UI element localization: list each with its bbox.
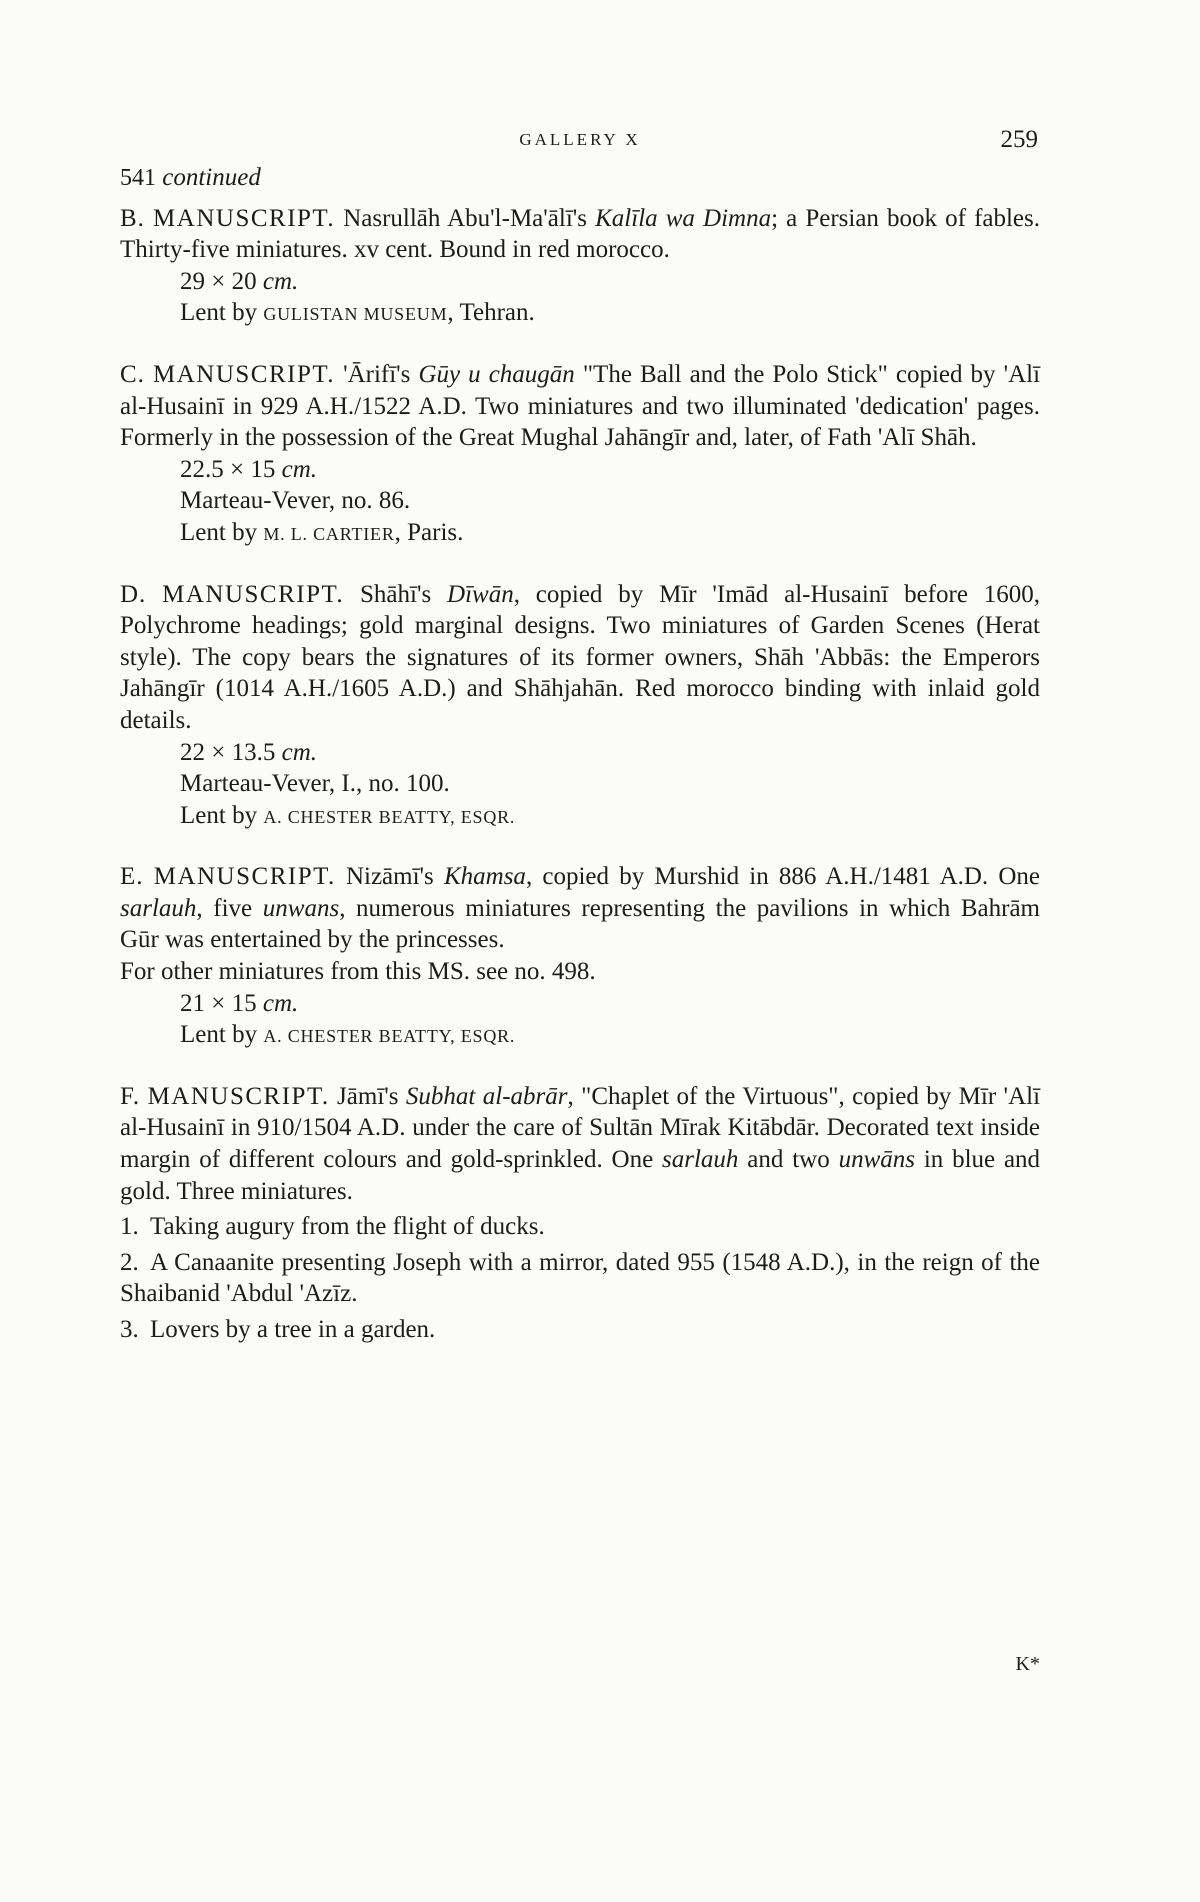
entry-d-dimensions: 22 × 13.5 cm. xyxy=(180,738,318,766)
entry-d-description xyxy=(120,579,1040,737)
entry-text: "The Ball and the Polo Stick" copied by 'Alī al-Husainī in 929 A.H./1522 A.D. Two miniatures and two illuminated 'dedication' pages. Formerly in the possession of the Great Mughal Jahāngīr and, later, of Fath 'Alī Shāh. xyxy=(120,360,1041,452)
list-item xyxy=(120,1211,1040,1243)
entry-text: Shāhī's xyxy=(360,580,432,608)
lender-name: M. L. CARTIER xyxy=(263,523,395,544)
page-body xyxy=(120,162,1040,1346)
entry-text: , copied by Mīr 'Imād al-Husainī before 1600, Polychrome headings; gold marginal designs. Two miniatures of Garden Scenes (Herat style). The copy bears the signatures of its former owners, Shāh 'Abbās: the Emperors Jahāngīr (1014 A.H./1605 A.D.) and Shāhjahān. Red morocco binding with inlaid gold details. xyxy=(120,580,1040,734)
signature-mark: K* xyxy=(1015,1653,1040,1675)
entry-text: , "Chaplet of the Virtuous", copied by Mīr 'Alī al-Husainī in 910/1504 A.D. under the care of Sultān Mīrak Kitābdār. Decorated text inside margin of different colours and gold-sprinkled. One xyxy=(120,1082,1041,1174)
entry-text: Jāmī's xyxy=(337,1082,399,1110)
entry-e-lender: Lent by A. CHESTER BEATTY, ESQR. xyxy=(180,1021,516,1049)
entry-letter: F. xyxy=(120,1082,141,1110)
entry-label: MANUSCRIPT. xyxy=(147,1082,330,1110)
entry-e xyxy=(120,861,1040,1053)
entry-term: unwāns xyxy=(838,1146,915,1174)
entry-term: sarlauh xyxy=(662,1146,739,1174)
entry-letter: B. xyxy=(120,204,145,232)
entry-number: 541 xyxy=(120,165,156,191)
entry-b xyxy=(120,203,1040,331)
entry-term: sarlauh xyxy=(120,894,197,922)
entry-e-description: E. MANUSCRIPT. Nizāmī's Khamsa, copied by Murshid in 886 A.H./1481 A.D. One sarlauh, five unwans, numerous miniatures representing the pavilions in which Bahrām Gūr was entertained by the princesses. xyxy=(120,863,1041,954)
entry-title: Khamsa xyxy=(443,863,526,891)
entry-b-dimensions: 29 × 20 cm. xyxy=(180,267,299,295)
entry-text: Nizāmī's xyxy=(345,863,434,891)
list-item xyxy=(120,1314,1040,1346)
entry-c xyxy=(120,359,1040,551)
page-number: 259 xyxy=(1000,126,1038,153)
entry-term: unwans xyxy=(262,894,340,922)
list-item-text: Lovers by a tree in a garden. xyxy=(150,1316,436,1343)
lender-name: A. CHESTER BEATTY, ESQR. xyxy=(263,806,516,827)
list-item-number: 1. xyxy=(120,1213,139,1241)
entry-f-description: F. MANUSCRIPT. Jāmī's Subhat al-abrār, "Chaplet of the Virtuous", copied by Mīr 'Alī al-Husainī in 910/1504 A.D. under the care of Sultān Mīrak Kitābdār. Decorated text inside margin of different colours and gold-sprinkled. One sarlauh and two unwāns in blue and gold. Three miniatures. xyxy=(120,1082,1041,1205)
list-item-number: 2. xyxy=(120,1248,139,1276)
running-head xyxy=(120,126,1040,156)
lender-name: A. CHESTER BEATTY, ESQR. xyxy=(263,1026,516,1047)
list-item xyxy=(120,1247,1040,1310)
entry-c-dimensions: 22.5 × 15 cm. xyxy=(180,455,318,483)
entry-text: Nasrullāh Abu'l-Ma'ālī's xyxy=(343,204,588,232)
list-item-text: A Canaanite presenting Joseph with a mirror, dated 955 (1548 A.D.), in the reign of the Shaibanid 'Abdul 'Azīz. xyxy=(120,1248,1040,1308)
entry-e-dimensions: 21 × 15 cm. xyxy=(180,989,299,1017)
entry-d-lender: Lent by A. CHESTER BEATTY, ESQR. xyxy=(180,801,516,829)
continued-heading xyxy=(120,162,1040,195)
entry-f xyxy=(120,1081,1040,1346)
entry-label: MANUSCRIPT. xyxy=(153,204,336,232)
entry-title: Kalīla wa Dimna xyxy=(595,204,772,232)
entry-c-lender: Lent by M. L. CARTIER, Paris. xyxy=(180,518,464,546)
entry-b-lender: Lent by GULISTAN MUSEUM, Tehran. xyxy=(180,299,535,327)
lender-name: GULISTAN MUSEUM xyxy=(263,304,448,325)
list-item-text: Taking augury from the flight of ducks. xyxy=(150,1213,545,1241)
entry-text: 'Ārifī's xyxy=(343,360,411,388)
entry-c-description xyxy=(120,359,1040,454)
entry-text: , copied by Murshid in 886 A.H./1481 A.D. One xyxy=(525,863,1041,891)
entry-letter: D. xyxy=(120,580,147,608)
entry-c-reference: Marteau-Vever, no. 86. xyxy=(180,487,411,515)
entry-label: MANUSCRIPT. xyxy=(153,863,336,891)
entry-label: MANUSCRIPT. xyxy=(152,360,336,388)
entry-title: Dīwān xyxy=(447,580,514,608)
entry-d xyxy=(120,579,1040,834)
entry-e-note: For other miniatures from this MS. see no. 498. xyxy=(120,958,596,986)
entry-letter: E. xyxy=(120,863,144,891)
running-title: GALLERY X xyxy=(519,130,641,149)
entry-title: Gūy u chaugān xyxy=(418,360,575,388)
entry-letter: C. xyxy=(120,360,145,388)
continued-label: continued xyxy=(162,164,261,191)
entry-text: ; a Persian book of fables. Thirty-five miniatures. xv cent. Bound in red morocco. xyxy=(120,204,1041,264)
list-item-number: 3. xyxy=(120,1316,139,1343)
entry-d-reference: Marteau-Vever, I., no. 100. xyxy=(180,770,450,798)
entry-label: MANUSCRIPT. xyxy=(162,580,345,608)
entry-title: Subhat al-abrār xyxy=(405,1082,568,1110)
entry-b-description xyxy=(120,203,1040,266)
